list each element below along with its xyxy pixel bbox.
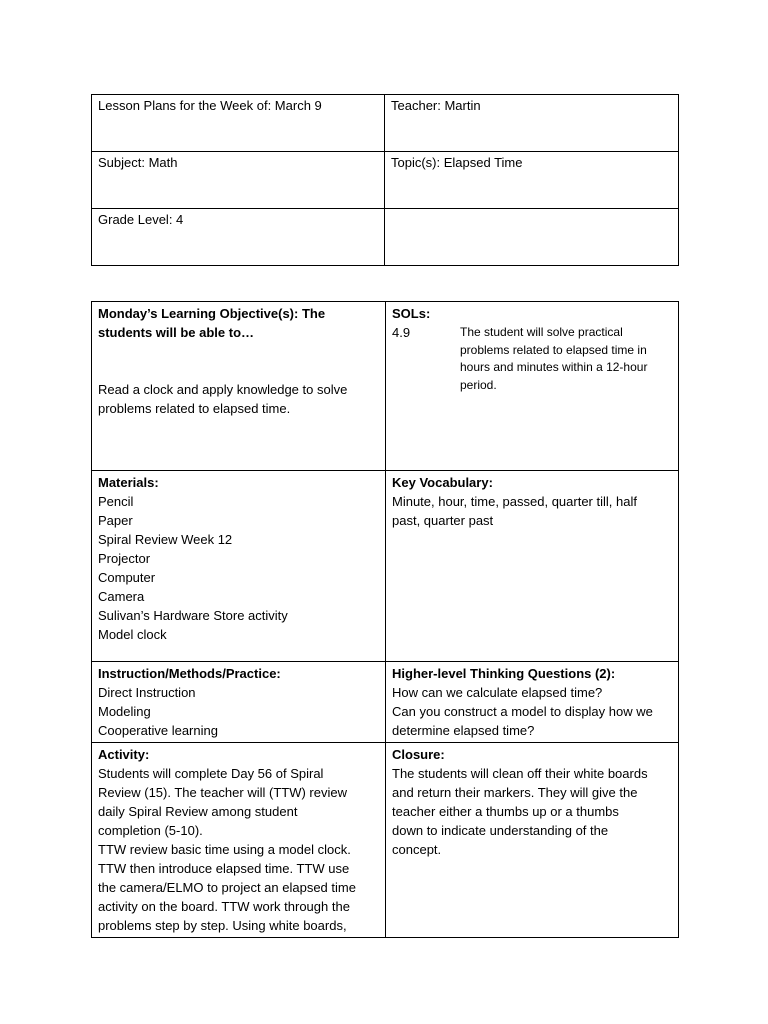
- week-label: Lesson Plans for the Week of: March 9: [98, 98, 322, 113]
- materials-item: Paper: [98, 513, 133, 528]
- sol-text: [460, 323, 670, 394]
- sol-text-line: hours and minutes within a 12-hour: [460, 360, 648, 374]
- questions-cell: [386, 662, 679, 743]
- row-objective: [92, 302, 679, 471]
- materials-item: Sulivan’s Hardware Store activity: [98, 608, 288, 623]
- header-row-week: [92, 95, 679, 152]
- sol-entry: [392, 323, 672, 394]
- closure-line: concept.: [392, 842, 442, 857]
- objective-heading-line1: Monday’s Learning Objective(s): The: [98, 306, 326, 321]
- vocabulary-heading: Key Vocabulary:: [392, 475, 493, 490]
- teacher-label: Teacher: Martin: [391, 98, 481, 113]
- topic-cell: [385, 152, 679, 209]
- empty-cell: [385, 209, 679, 266]
- materials-item: Model clock: [98, 627, 167, 642]
- lesson-header-table: [91, 94, 679, 266]
- materials-item: Pencil: [98, 494, 134, 509]
- materials-item: Camera: [98, 589, 145, 604]
- row-activity: [92, 743, 679, 938]
- activity-line: TTW then introduce elapsed time. TTW use: [98, 861, 350, 876]
- objective-body-line2: problems related to elapsed time.: [98, 401, 291, 416]
- week-cell: [92, 95, 385, 152]
- sols-heading: SOLs:: [392, 306, 431, 321]
- materials-heading: Materials:: [98, 475, 159, 490]
- closure-line: and return their markers. They will give the: [392, 785, 638, 800]
- activity-line: Review (15). The teacher will (TTW) review: [98, 785, 347, 800]
- closure-line: The students will clean off their white boards: [392, 766, 648, 781]
- row-instruction: [92, 662, 679, 743]
- teacher-cell: [385, 95, 679, 152]
- instruction-item: Direct Instruction: [98, 685, 196, 700]
- activity-line: daily Spiral Review among student: [98, 804, 298, 819]
- grade-label: Grade Level: 4: [98, 212, 184, 227]
- subject-label: Subject: Math: [98, 155, 178, 170]
- closure-heading: Closure:: [392, 747, 445, 762]
- activity-line: Students will complete Day 56 of Spiral: [98, 766, 324, 781]
- subject-cell: [92, 152, 385, 209]
- materials-item: Computer: [98, 570, 156, 585]
- questions-line: determine elapsed time?: [392, 723, 535, 738]
- activity-line: activity on the board. TTW work through the: [98, 899, 350, 914]
- materials-cell: [92, 471, 386, 662]
- row-materials: [92, 471, 679, 662]
- header-row-subject: [92, 152, 679, 209]
- sol-code: 4.9: [392, 325, 411, 340]
- sol-text-line: period.: [460, 377, 497, 392]
- sols-cell: [386, 302, 679, 471]
- vocabulary-line: past, quarter past: [392, 513, 494, 528]
- closure-line: teacher either a thumbs up or a thumbs: [392, 804, 619, 819]
- objective-cell: [92, 302, 386, 471]
- objective-spacer: [98, 342, 379, 380]
- sol-text-line: problems related to elapsed time in: [460, 342, 647, 357]
- activity-line: the camera/ELMO to project an elapsed time: [98, 880, 356, 895]
- activity-heading: Activity:: [98, 747, 150, 762]
- instruction-cell: [92, 662, 386, 743]
- activity-line: completion (5-10).: [98, 823, 203, 838]
- header-row-grade: [92, 209, 679, 266]
- instruction-item: Cooperative learning: [98, 723, 218, 738]
- lesson-detail-table: [91, 301, 679, 938]
- objective-heading-line2: students will be able to…: [98, 325, 255, 340]
- vocabulary-cell: [386, 471, 679, 662]
- questions-heading: Higher-level Thinking Questions (2):: [392, 666, 616, 681]
- activity-line: TTW review basic time using a model clock.: [98, 842, 351, 857]
- topic-label: Topic(s): Elapsed Time: [391, 155, 523, 170]
- instruction-item: Modeling: [98, 704, 151, 719]
- vocabulary-line: Minute, hour, time, passed, quarter till, half: [392, 494, 637, 509]
- activity-cell: [92, 743, 386, 938]
- closure-line: down to indicate understanding of the: [392, 823, 609, 838]
- sol-text-line: The student will solve practical: [460, 325, 623, 339]
- closure-cell: [386, 743, 679, 938]
- grade-cell: [92, 209, 385, 266]
- materials-item: Projector: [98, 551, 151, 566]
- activity-line: problems step by step. Using white boards,: [98, 918, 347, 933]
- instruction-heading: Instruction/Methods/Practice:: [98, 666, 281, 681]
- objective-body-line1: Read a clock and apply knowledge to solve: [98, 382, 348, 397]
- questions-line: Can you construct a model to display how we: [392, 704, 653, 719]
- materials-item: Spiral Review Week 12: [98, 532, 233, 547]
- questions-line: How can we calculate elapsed time?: [392, 685, 603, 700]
